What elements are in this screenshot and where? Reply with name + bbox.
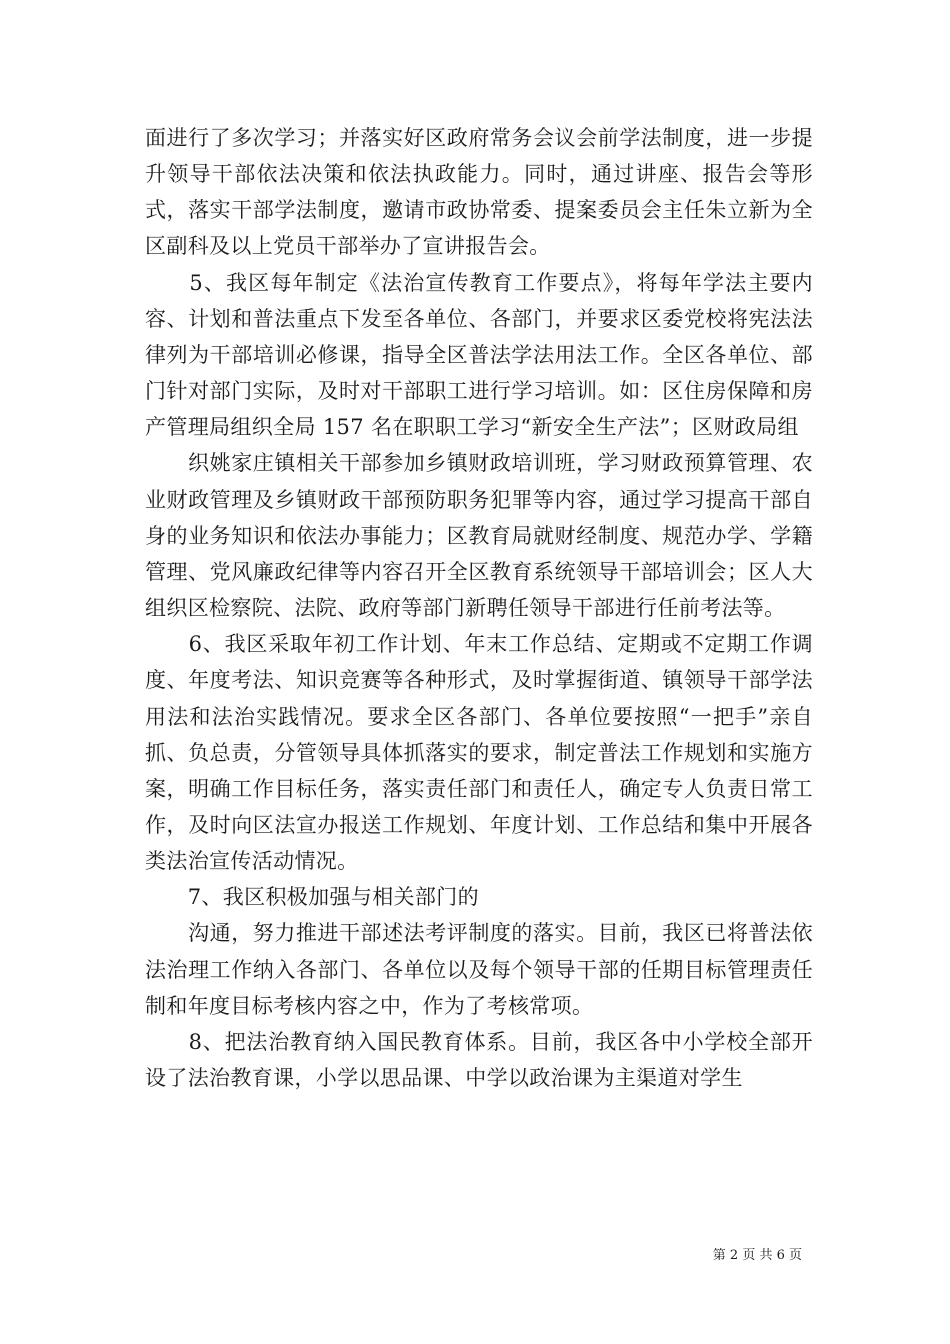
- document-body: [145, 120, 813, 1096]
- paragraph-6: 沟通，努力推进干部述法考评制度的落实。目前，我区已将普法依法治理工作纳入各部门、各单位以及每个领导干部的任期目标管理责任制和年度目标考核内容之中，作为了考核常项。: [145, 921, 813, 1018]
- paragraph-2: 5、我区每年制定《法治宣传教育工作要点》，将每年学法主要内容、计划和普法重点下发至各单位、各部门，并要求区委党校将宪法法律列为干部培训必修课，指导全区普法学法用法工作。全区各单位、部门针对部门实际，及时对干部职工进行学习培训。如：区住房保障和房产管理局组织全局 157 名在职职工学习“新安全生产法”；区财政局组: [145, 270, 813, 440]
- page-number-footer: 第 2 页 共 6 页: [712, 1248, 802, 1263]
- paragraph-5: 7、我区积极加强与相关部门的: [145, 885, 479, 910]
- paragraph-1: 面进行了多次学习；并落实好区政府常务会议会前学法制度，进一步提升领导干部依法决策和依法执政能力。同时，通过讲座、报告会等形式，落实干部学法制度，邀请市政协常委、提案委员会主任朱立新为全区副科及以上党员干部举办了宣讲报告会。: [145, 126, 813, 259]
- paragraph-7: 8、把法治教育纳入国民教育体系。目前，我区各中小学校全部开设了法治教育课，小学以思品课、中学以政治课为主渠道对学生: [145, 1029, 813, 1091]
- paragraph-3: 织姚家庄镇相关干部参加乡镇财政培训班，学习财政预算管理、农业财政管理及乡镇财政干部预防职务犯罪等内容，通过学习提高干部自身的业务知识和依法办事能力；区教育局就财经制度、规范办学、学籍管理、党风廉政纪律等内容召开全区教育系统领导干部培训会；区人大组织区检察院、法院、政府等部门新聘任领导干部进行任前考法等。: [145, 451, 813, 621]
- paragraph-4: 6、我区采取年初工作计划、年末工作总结、定期或不定期工作调度、年度考法、知识竞赛等各种形式，及时掌握街道、镇领导干部学法用法和法治实践情况。要求全区各部门、各单位要按照“一把手”亲自抓、负总责，分管领导具体抓落实的要求，制定普法工作规划和实施方案，明确工作目标任务，落实责任部门和责任人，确定专人负责日常工作，及时向区法宣办报送工作规划、年度计划、工作总结和集中开展各类法治宣传活动情况。: [145, 632, 813, 874]
